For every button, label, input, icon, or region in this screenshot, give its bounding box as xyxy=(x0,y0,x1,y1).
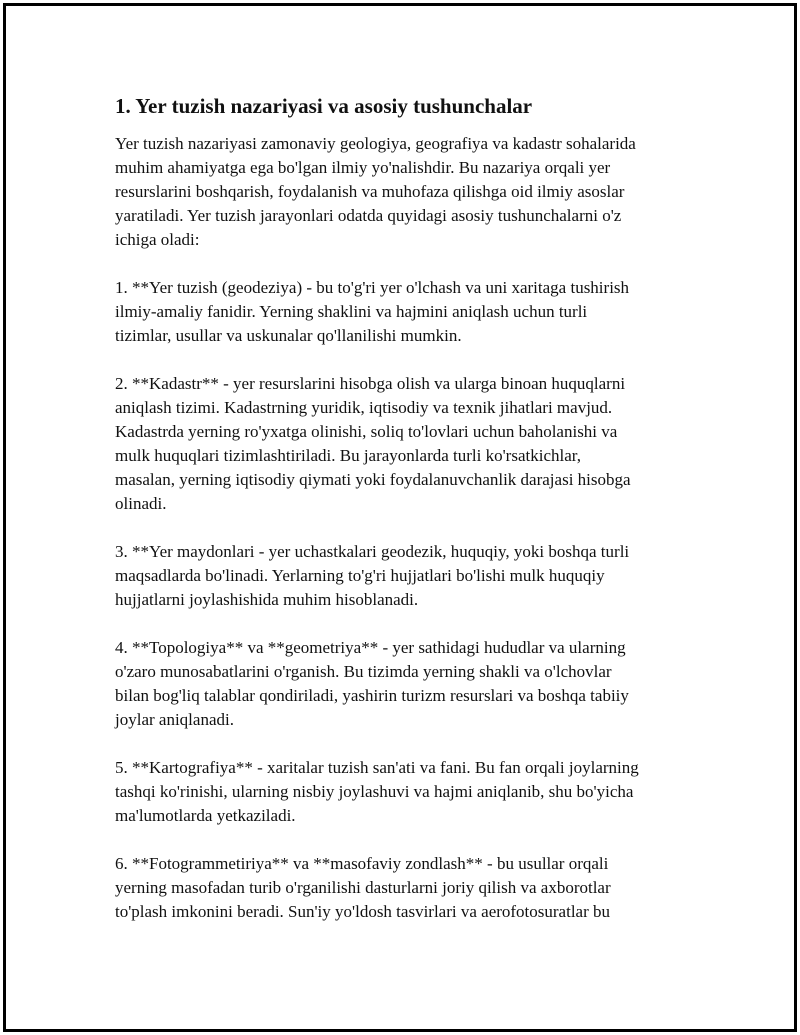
item-3-paragraph xyxy=(115,540,695,612)
text-line: 6. **Fotogrammetiriya** va **masofaviy zondlash** - bu usullar orqali xyxy=(115,854,609,873)
item-2-paragraph xyxy=(115,372,695,516)
text-line: ilmiy-amaliy fanidir. Yerning shaklini va hajmini aniqlash uchun turli xyxy=(115,302,588,321)
text-line: Yer tuzish nazariyasi zamonaviy geologiya, geografiya va kadastr sohalarida xyxy=(115,134,636,153)
text-line: resurslarini boshqarish, foydalanish va muhofaza qilishga oid ilmiy asoslar xyxy=(115,182,625,201)
text-line: 3. **Yer maydonlari - yer uchastkalari geodezik, huquqiy, yoki boshqa turli xyxy=(115,542,630,561)
item-6-paragraph xyxy=(115,852,695,924)
text-line: bilan bog'liq talablar qondiriladi, yashirin turizm resurslari va boshqa tabiiy xyxy=(115,686,629,705)
document-body xyxy=(115,92,695,948)
item-4-paragraph xyxy=(115,636,695,732)
text-line: 5. **Kartografiya** - xaritalar tuzish san'ati va fani. Bu fan orqali joylarning xyxy=(115,758,639,777)
text-line: 4. **Topologiya** va **geometriya** - yer sathidagi hududlar va ularning xyxy=(115,638,626,657)
text-line: ma'lumotlarda yetkaziladi. xyxy=(115,806,296,825)
text-line: aniqlash tizimi. Kadastrning yuridik, iqtisodiy va texnik jihatlari mavjud. xyxy=(115,398,613,417)
text-line: yaratiladi. Yer tuzish jarayonlari odatda quyidagi asosiy tushunchalarni o'z xyxy=(115,206,622,225)
text-line: maqsadlarda bo'linadi. Yerlarning to'g'ri hujjatlari bo'lishi mulk huquqiy xyxy=(115,566,605,585)
text-line: tashqi ko'rinishi, ularning nisbiy joylashuvi va hajmi aniqlanib, shu bo'yicha xyxy=(115,782,634,801)
text-line: yerning masofadan turib o'rganilishi dasturlarni joriy qilish va axborotlar xyxy=(115,878,611,897)
intro-paragraph xyxy=(115,132,695,252)
text-line: o'zaro munosabatlarini o'rganish. Bu tizimda yerning shakli va o'lchovlar xyxy=(115,662,612,681)
text-line: ichiga oladi: xyxy=(115,230,200,249)
item-5-paragraph xyxy=(115,756,695,828)
text-line: 1. **Yer tuzish (geodeziya) - bu to'g'ri yer o'lchash va uni xaritaga tushirish xyxy=(115,278,630,297)
text-line: mulk huquqlari tizimlashtiriladi. Bu jarayonlarda turli ko'rsatkichlar, xyxy=(115,446,581,465)
text-line: hujjatlarni joylashishida muhim hisoblanadi. xyxy=(115,590,419,609)
text-line: Kadastrda yerning ro'yxatga olinishi, soliq to'lovlari uchun baholanishi va xyxy=(115,422,618,441)
text-line: tizimlar, usullar va uskunalar qo'llanilishi mumkin. xyxy=(115,326,462,345)
text-line: 2. **Kadastr** - yer resurslarini hisobga olish va ularga binoan huquqlarni xyxy=(115,374,626,393)
item-1-paragraph xyxy=(115,276,695,348)
section-heading: 1. Yer tuzish nazariyasi va asosiy tushunchalar xyxy=(115,94,533,118)
text-line: muhim ahamiyatga ega bo'lgan ilmiy yo'nalishdir. Bu nazariya orqali yer xyxy=(115,158,611,177)
text-line: joylar aniqlanadi. xyxy=(115,710,234,729)
text-line: to'plash imkonini beradi. Sun'iy yo'ldosh tasvirlari va aerofotosuratlar bu xyxy=(115,902,611,921)
text-line: olinadi. xyxy=(115,494,167,513)
text-line: masalan, yerning iqtisodiy qiymati yoki foydalanuvchanlik darajasi hisobga xyxy=(115,470,631,489)
